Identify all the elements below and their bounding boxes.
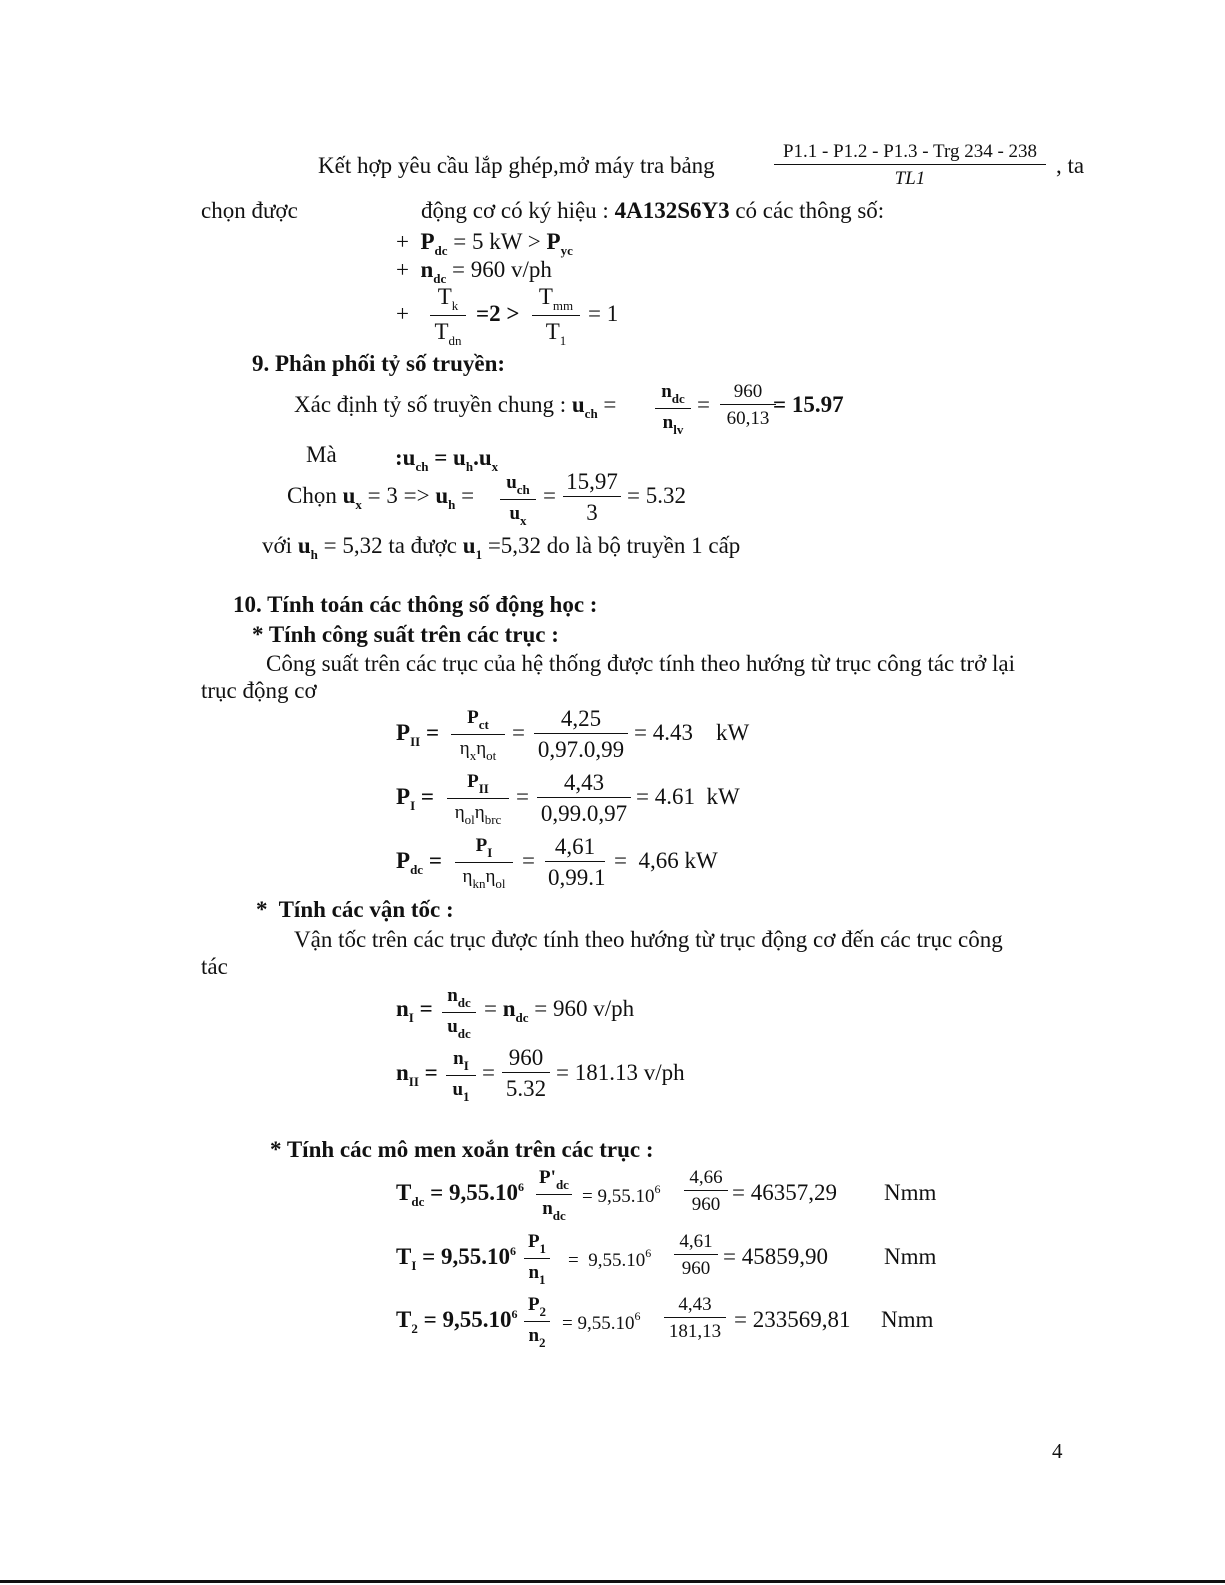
bullet: +	[396, 229, 409, 254]
ti-result: = 45859,90	[723, 1244, 828, 1269]
pi-label: $P_I$ =	[396, 784, 434, 813]
bullet: +	[396, 257, 409, 282]
page-number: 4	[1052, 1439, 1063, 1463]
section10-heading: 10. Tính toán các thông số động học :	[233, 592, 598, 617]
ma-label: Mà	[306, 442, 337, 467]
nii-denominator: 5.32	[505, 1076, 547, 1101]
intro-line1-end: , ta	[1056, 153, 1085, 178]
power-text-line1: Công suất trên các trục của hệ thống được tính theo hướng từ trục công tác trở lại	[266, 651, 1015, 676]
tdc-result: = 46357,29	[732, 1180, 837, 1205]
intro-line2-end: có các thông số:	[735, 198, 885, 223]
nii-result: = 181.13 v/ph	[556, 1060, 685, 1085]
pii-value-fraction	[534, 707, 628, 761]
pii-numerator: 4,25	[534, 707, 628, 734]
exponent: 6	[511, 1307, 518, 1321]
power-heading: * Tính công suất trên các trục :	[252, 622, 559, 647]
spec-ratio-end: = 1	[588, 301, 619, 326]
torque-heading: * Tính các mô men xoắn trên các trục :	[270, 1137, 654, 1162]
spec-power: + $P_{dc} = 5$ kW > $P_{yc}$	[396, 229, 573, 258]
nii-numerator: 960	[502, 1046, 550, 1073]
uch-label: Xác định tỷ số truyền chung : $u_{ch}$ =	[294, 392, 617, 421]
ni-symbol-fraction: $n_{dc}$ $u_{dc}$	[442, 986, 476, 1040]
tdc-unit: Nmm	[884, 1180, 937, 1205]
intro-line1: Kết hợp yêu cầu lắp ghép,mở máy tra bảng	[318, 153, 715, 178]
uch-product-formula: $:u_{ch} = u_h.u_x$	[395, 445, 499, 474]
intro-line2-start: chọn được	[201, 198, 298, 223]
tdc-denominator: 960	[691, 1194, 721, 1215]
bottom-border	[0, 1580, 1225, 1583]
pi-result: = 4.61 kW	[636, 784, 740, 809]
tdc-label: $T_{dc} = 9,55.10^6$	[396, 1180, 524, 1209]
pii-denominator: 0,97.0,99	[537, 737, 625, 762]
pii-result: = 4.43 kW	[634, 720, 750, 745]
exponent: 6	[654, 1182, 661, 1196]
tk-tdn-fraction: $T_k$ $T_{dn}$	[430, 285, 466, 347]
power-text-line2: trục động cơ	[201, 678, 317, 703]
uh-result: = 5.32	[627, 483, 686, 508]
uh-numerator: 15,97	[563, 470, 621, 497]
ti-unit: Nmm	[884, 1244, 937, 1269]
intro-line2-main: động cơ có ký hiệu :	[421, 198, 609, 223]
ti-denominator: 960	[681, 1258, 711, 1279]
pi-symbol-fraction: $P_{II}$ $\eta_{ol}\eta_{brc}$	[447, 772, 509, 826]
ti-symbol-fraction: $\frac{P_1}{n_1}$	[524, 1232, 550, 1286]
pdc-denominator: 0,99.1	[548, 865, 606, 890]
t2-numerator: 4,43	[664, 1295, 726, 1318]
t2-denominator: 181,13	[668, 1321, 722, 1342]
speed-text-line1: Vận tốc trên các trục được tính theo hướng từ trục động cơ đến các trục công	[294, 927, 1003, 952]
coefficient: 9,55.10	[588, 1250, 646, 1271]
ti-value-fraction	[674, 1232, 718, 1278]
voi-mid: = 5,32 ta được	[323, 533, 458, 558]
uh-value-fraction	[563, 470, 621, 524]
ux-label: Chọn	[287, 483, 337, 508]
table-reference-fraction	[774, 142, 1046, 188]
ux-value: = 3 =>	[367, 483, 430, 508]
nii-symbol-fraction: $\frac{n_I}{u_1}$	[446, 1049, 476, 1103]
pi-numerator: 4,43	[537, 771, 631, 798]
t2-label: $T_2 = 9,55.10^6$	[396, 1307, 518, 1336]
t2-symbol-fraction: $\frac{P_2}{n_2}$	[524, 1295, 550, 1349]
pdc-symbol-fraction: $P_I$ $\eta_{kn}\eta_{ol}$	[455, 836, 513, 890]
pdc-label: $P_{dc}$ =	[396, 848, 442, 877]
spec-speed-relation: = 960 v/ph	[452, 257, 552, 282]
speed-text-line2: tác	[201, 954, 228, 979]
tdc-numerator: 4,66	[684, 1168, 728, 1191]
ni-result-value: = 960 v/ph	[534, 996, 635, 1021]
ux-choice: Chọn $u_x = 3 => u_h$ =	[287, 483, 475, 512]
nii-label: $n_{II}$ =	[396, 1060, 438, 1089]
motor-code: 4A132S6Y3	[614, 198, 730, 223]
voi-line: với $u_h = 5,32$ ta được $u_1 =5,32$ do là bộ truyền 1 cấp	[262, 533, 741, 562]
table-reference-denominator: TL1	[894, 168, 926, 189]
coefficient: 9,55.10	[448, 1180, 518, 1205]
ti-label: $T_I = 9,55.10^6$	[396, 1244, 517, 1273]
coefficient: 9,55.10	[597, 1186, 655, 1207]
uch-ux-fraction: $u_{ch}$ $u_x$	[500, 473, 536, 527]
tdc-symbol-fraction: $P'_{dc}$ $n_{dc}$	[536, 1168, 572, 1222]
ti-numerator: 4,61	[674, 1232, 718, 1255]
pii-label: $P_{II}$ =	[396, 720, 440, 749]
uch-label-text: Xác định tỷ số truyền chung :	[294, 392, 567, 417]
intro-line2	[421, 199, 884, 222]
exponent: 6	[517, 1180, 524, 1194]
spec-ratio-mid: =2 >	[476, 301, 520, 326]
spec-speed: + $n_{dc} = 960$ v/ph	[396, 257, 552, 286]
tdc-value-fraction	[684, 1168, 728, 1214]
pi-denominator: 0,99.0,97	[540, 801, 628, 826]
speed-heading: * Tính các vận tốc :	[256, 897, 454, 922]
uch-numerator: 960	[720, 382, 776, 405]
pdc-value-fraction	[545, 835, 605, 889]
exponent: 6	[634, 1309, 641, 1323]
t2-value-fraction	[664, 1295, 726, 1341]
pdc-result: = 4,66 kW	[614, 848, 718, 873]
ndc-nlv-fraction: $n_{dc}$ $n_{lv}$	[655, 382, 691, 436]
coefficient: 9,55.10	[441, 1244, 511, 1269]
pdc-numerator: 4,61	[545, 835, 605, 862]
uch-denominator: 60,13	[726, 408, 770, 429]
table-reference-numerator: P1.1 - P1.2 - P1.3 - Trg 234 - 238	[774, 142, 1046, 165]
uch-result: = 15.97	[773, 392, 844, 417]
pii-symbol-fraction: $P_{ct}$ $\eta_x\eta_{ot}$	[451, 708, 505, 762]
section9-heading: 9. Phân phối tỷ số truyền:	[252, 351, 506, 376]
uch-value-fraction	[720, 382, 776, 428]
nii-value-fraction	[502, 1046, 550, 1100]
t2-unit: Nmm	[881, 1307, 934, 1332]
ni-label: $n_I$ =	[396, 996, 433, 1025]
t2-result: = 233569,81	[734, 1307, 851, 1332]
spec-power-relation: = 5 kW >	[453, 229, 541, 254]
pi-value-fraction	[537, 771, 631, 825]
exponent: 6	[510, 1244, 517, 1258]
tmm-t1-fraction: $T_{mm}$ $T_1$	[532, 285, 580, 347]
exponent: 6	[645, 1246, 652, 1260]
voi-end: =5,32 do là bộ truyền 1 cấp	[487, 533, 741, 558]
voi-start: với	[262, 533, 293, 558]
ni-result: = $n_{dc} = 960$ v/ph	[484, 996, 635, 1025]
coefficient: 9,55.10	[577, 1313, 635, 1334]
coefficient: 9,55.10	[442, 1307, 512, 1332]
spec-torque-bullet: +	[396, 301, 409, 326]
uh-denominator: 3	[586, 500, 598, 525]
